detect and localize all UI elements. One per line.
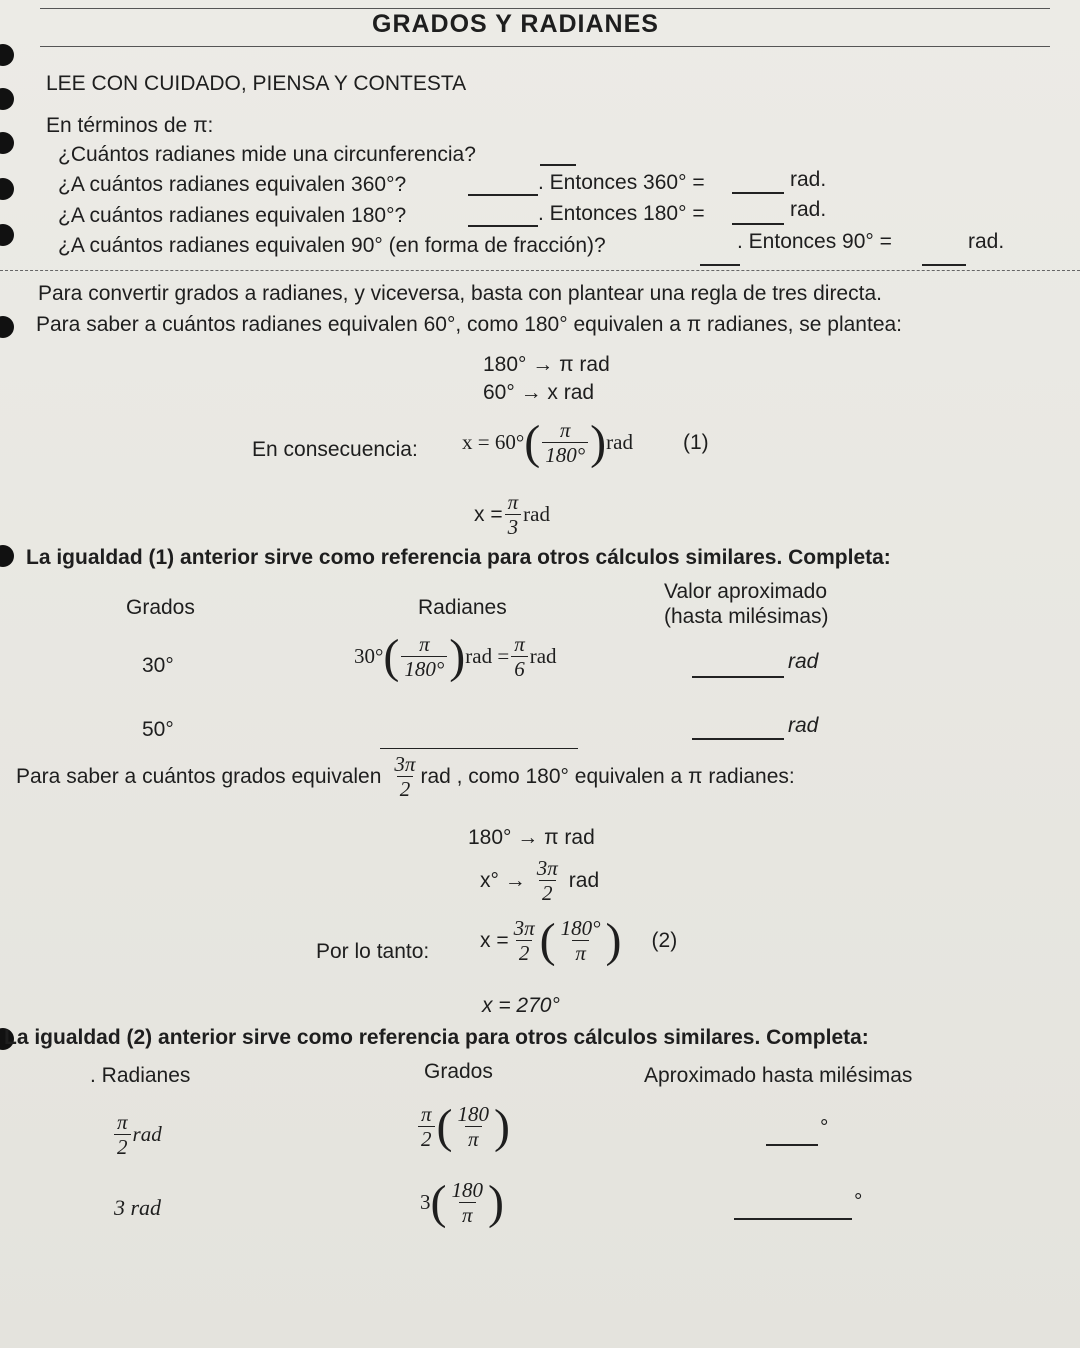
t2-expr1-den: 2: [418, 1126, 435, 1151]
section-divider: [0, 270, 1080, 271]
question-4-then: . Entonces 90° =: [737, 230, 892, 253]
table2-row1-expr: $\frac{\pi}{2}$ ( $\frac{180}{\pi}$ ): [416, 1102, 510, 1151]
equation-2-result: x = 270°: [482, 994, 560, 1017]
row1-expr-unit: rad: [529, 644, 557, 668]
row1-expr-den: 180°: [401, 656, 447, 681]
equation-2-num2: 180°: [560, 916, 601, 940]
degree-mark: °: [820, 1116, 829, 1139]
table1-col-grados: Grados: [126, 596, 195, 619]
rule-of-three-line: 60° → x rad: [483, 381, 595, 404]
table2-row1-rad: [112, 1110, 162, 1159]
degree-mark: °: [854, 1190, 863, 1213]
answer-blank[interactable]: [380, 748, 578, 749]
equation-2-tag: (2): [651, 928, 678, 952]
row1-expr-mid: rad =: [465, 644, 510, 668]
question-4: ¿A cuántos radianes equivalen 90° (en forma de fracción)?: [58, 234, 606, 257]
answer-blank[interactable]: [766, 1144, 818, 1146]
igualdad-1-paragraph: La igualdad (1) anterior sirve como referencia para otros cálculos similares. Completa:: [26, 546, 891, 569]
por-tanto-label: Por lo tanto:: [316, 940, 430, 963]
t2-row1-num: π: [117, 1110, 128, 1134]
binder-hole: [0, 88, 14, 110]
t2-expr2-den: π: [459, 1202, 476, 1227]
t2-row1-den: 2: [114, 1134, 131, 1159]
terms-label: En términos de π:: [46, 114, 214, 137]
answer-blank[interactable]: [732, 192, 784, 194]
table2-col-grados: Grados: [424, 1060, 493, 1083]
binder-hole: [0, 545, 14, 567]
igualdad-2-paragraph: La igualdad (2) anterior sirve como referencia para otros cálculos similares. Completa:: [4, 1026, 869, 1049]
rule2-num: 3π: [536, 856, 558, 880]
question-2-then: . Entonces 360° =: [538, 171, 705, 194]
equation-1-result: [474, 490, 550, 539]
equation-1-result-unit: rad: [523, 502, 550, 526]
saber2-den: 2: [397, 776, 414, 801]
question-3-then: . Entonces 180° =: [538, 202, 705, 225]
equation-1-unit: rad: [606, 430, 633, 454]
row1-expr-den2: 6: [511, 656, 528, 681]
equation-2: x = $\frac{3\pi}{2}$ ( $\frac{180^\circ}{\pi}$ ) (2): [480, 913, 678, 967]
instruction-heading: LEE CON CUIDADO, PIENSA Y CONTESTA: [46, 72, 467, 95]
equation-1-den: 180°: [542, 442, 588, 467]
saber-paragraph-1: Para saber a cuántos radianes equivalen 60°, como 180° equivalen a π radianes, se plantea:: [36, 313, 903, 336]
table1-row1-deg: 30°: [142, 654, 174, 677]
equation-2-den: 2: [516, 940, 533, 965]
saber2-post: rad , como 180° equivalen a π radianes:: [420, 764, 795, 788]
rule2-unit: rad: [568, 868, 600, 892]
row1-expr-lhs: 30°: [354, 644, 384, 668]
rule-of-three-line: 180° → π rad: [468, 826, 595, 849]
answer-blank[interactable]: [700, 264, 740, 266]
answer-blank[interactable]: [692, 738, 784, 740]
rad-unit: rad.: [790, 168, 827, 191]
binder-hole: [0, 178, 14, 200]
equation-1-tag: (1): [682, 430, 709, 454]
question-2: ¿A cuántos radianes equivalen 360°?: [58, 173, 407, 196]
saber-paragraph-2: [16, 752, 795, 801]
rad-unit: rad.: [968, 230, 1005, 253]
binder-hole: [0, 44, 14, 66]
equation-1-result-lhs: x =: [474, 502, 503, 526]
equation-2-den2: π: [572, 940, 589, 965]
rule2-den: 2: [539, 880, 556, 905]
consequence-label: En consecuencia:: [252, 438, 418, 461]
t2-row1-unit: rad: [132, 1122, 162, 1146]
rad-unit: rad: [788, 714, 819, 737]
convert-paragraph: Para convertir grados a radianes, y viceversa, basta con plantear una regla de tres directa.: [38, 282, 882, 305]
binder-hole: [0, 132, 14, 154]
binder-hole: [0, 224, 14, 246]
table1-col-valor: Valor aproximado: [664, 580, 828, 603]
question-1: ¿Cuántos radianes mide una circunferencia?: [58, 143, 476, 166]
row1-expr-num: π: [419, 632, 430, 656]
answer-blank[interactable]: [734, 1218, 852, 1220]
answer-blank[interactable]: [468, 194, 538, 196]
t2-expr1-num: π: [421, 1102, 432, 1126]
t2-expr2-coef: 3: [420, 1190, 431, 1214]
table2-row2-rad: 3 rad: [114, 1195, 162, 1220]
rule-of-three-line: 180° → π rad: [483, 353, 610, 376]
answer-blank[interactable]: [540, 164, 576, 166]
rule-of-three-line-2: [480, 856, 599, 905]
rad-unit: rad.: [790, 198, 827, 221]
answer-blank[interactable]: [922, 264, 966, 266]
rad-unit: rad: [788, 650, 819, 673]
saber2-pre: Para saber a cuántos grados equivalen: [16, 764, 382, 788]
table1-row1-expr: 30° ( $\frac{\pi}{180^\circ}$ ) rad = $\frac{\pi}{6}$ rad: [354, 629, 557, 683]
answer-blank[interactable]: [692, 676, 784, 678]
equation-1: x = 60° ( $\frac{\pi}{180^\circ}$ ) rad (1): [462, 415, 709, 469]
equation-1-result-num: π: [507, 490, 519, 514]
equation-1-num: π: [559, 418, 571, 442]
header-rule: [40, 8, 1050, 9]
question-3: ¿A cuántos radianes equivalen 180°?: [58, 204, 407, 227]
equation-2-num: 3π: [513, 916, 535, 940]
equation-2-lhs: x =: [480, 928, 509, 952]
table2-col-aprox: Aproximado hasta milésimas: [644, 1064, 913, 1087]
answer-blank[interactable]: [468, 225, 538, 227]
table1-col-radianes: Radianes: [418, 596, 507, 619]
row1-expr-num2: π: [514, 632, 525, 656]
saber2-num: 3π: [394, 752, 416, 776]
rule2-lhs: x° →: [480, 868, 526, 892]
binder-hole: [0, 316, 14, 338]
t2-expr1-den2: π: [465, 1126, 482, 1151]
table1-col-valor-sub: (hasta milésimas): [664, 605, 829, 628]
answer-blank[interactable]: [732, 223, 784, 225]
table2-col-radianes: . Radianes: [90, 1064, 191, 1087]
table2-row2-expr: 3 ( $\frac{180}{\pi}$ ): [420, 1175, 504, 1229]
equation-1-lhs: x = 60°: [462, 430, 525, 454]
page-title: GRADOS Y RADIANES: [372, 10, 659, 38]
header-rule: [40, 46, 1050, 47]
t2-expr1-num2: 180: [457, 1102, 490, 1126]
equation-1-result-den: 3: [505, 514, 522, 539]
table1-row2-deg: 50°: [142, 718, 174, 741]
t2-expr2-num: 180: [451, 1178, 483, 1202]
